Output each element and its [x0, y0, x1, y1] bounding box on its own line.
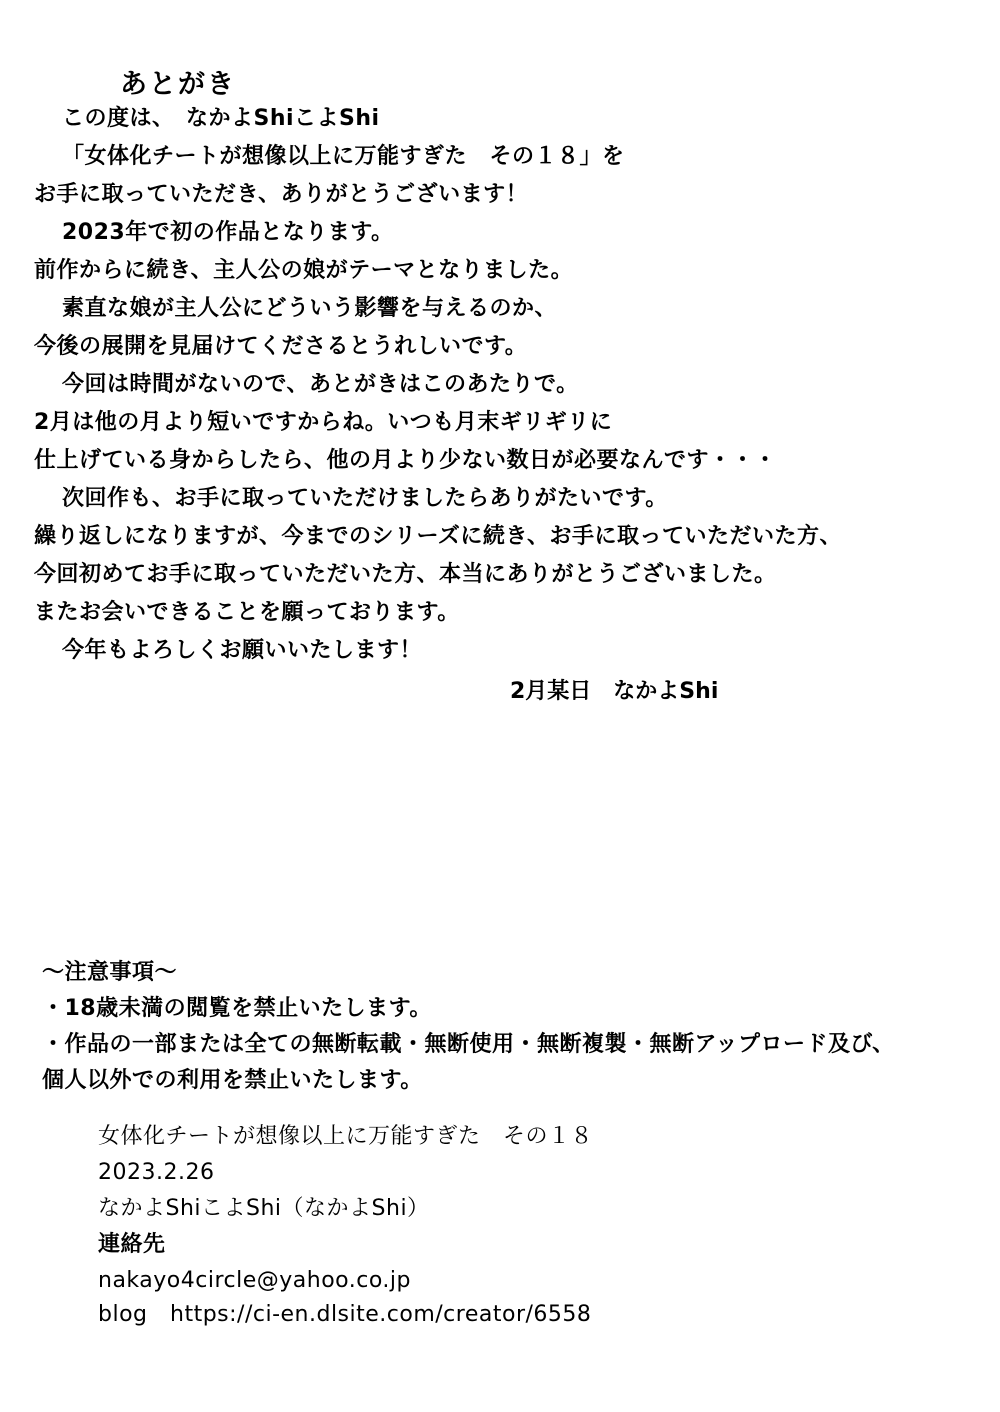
notice-line: ・作品の一部または全ての無断転載・無断使用・無断複製・無断アップロード及び、 — [42, 1032, 895, 1057]
afterword-line: 今回は時間がないので、あとがきはこのあたりで。 — [62, 372, 579, 397]
notice-line: ・18歳未満の閲覧を禁止いたします。 — [42, 996, 432, 1021]
afterword-line: 2023年で初の作品となります。 — [62, 220, 394, 245]
colophon-circle: なかよShiこよShi（なかよShi） — [98, 1196, 430, 1221]
afterword-line: お手に取っていただき、ありがとうございます！ — [34, 182, 529, 207]
afterword-line: 繰り返しになりますが、今までのシリーズに続き、お手に取っていただいた方、 — [34, 524, 843, 549]
afterword-line: 次回作も、お手に取っていただけましたらありがたいです。 — [62, 486, 668, 511]
afterword-line: 素直な娘が主人公にどういう影響を与えるのか、 — [62, 296, 558, 321]
notice-heading: 〜注意事項〜 — [42, 960, 178, 985]
afterword-line: 今回初めてお手に取っていただいた方、本当にありがとうございました。 — [34, 562, 777, 587]
afterword-line: 「女体化チートが想像以上に万能すぎた その１８」を — [62, 144, 625, 169]
colophon-email: nakayo4circle@yahoo.co.jp — [98, 1268, 411, 1293]
afterword-signature: 2月某日 なかよShi — [510, 679, 719, 704]
afterword-line: 仕上げている身からしたら、他の月より少ない数日が必要なんです・・・ — [34, 448, 777, 473]
afterword-line: 前作からに続き、主人公の娘がテーマとなりました。 — [34, 258, 574, 283]
notice-line: 個人以外での利用を禁止いたします。 — [42, 1068, 423, 1093]
afterword-title: あとがき — [120, 69, 236, 100]
afterword-line: 2月は他の月より短いですからね。いつも月末ギリギリに — [34, 410, 613, 435]
afterword-line: 今後の展開を見届けてくださるとうれしいです。 — [34, 334, 528, 359]
colophon-contact-label: 連絡先 — [98, 1232, 166, 1257]
colophon-date: 2023.2.26 — [98, 1160, 215, 1185]
afterword-line: この度は、 なかよShiこよShi — [62, 106, 380, 131]
colophon-work-title: 女体化チートが想像以上に万能すぎた その１８ — [98, 1124, 594, 1149]
colophon-blog: blog https://ci-en.dlsite.com/creator/6558 — [98, 1302, 592, 1327]
afterword-line: またお会いできることを願っております。 — [34, 600, 460, 625]
afterword-line: 今年もよろしくお願いいたします！ — [62, 638, 423, 663]
